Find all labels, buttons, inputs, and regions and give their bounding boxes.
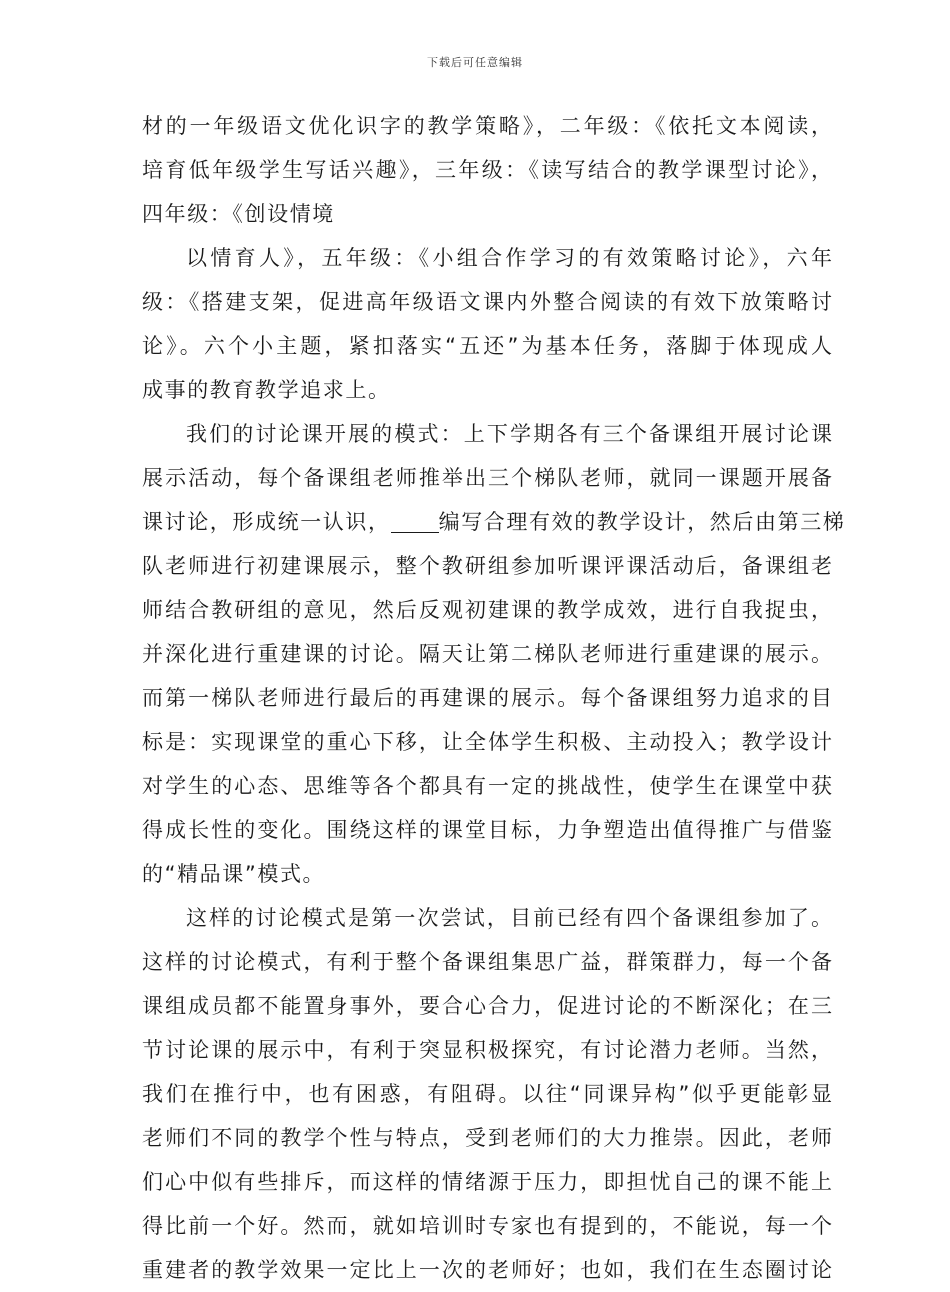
text-line: 材的一年级语文优化识字的教学策略》，二年级：《依托文本阅读， — [142, 114, 832, 138]
text-line: 论》。六个小主题，紧扣落实“五还”为基本任务，落脚于体现成人 — [142, 334, 832, 358]
text-line: 以情育人》，五年级：《小组合作学习的有效策略讨论》，六年 — [186, 246, 832, 270]
text-line: 对学生的心态、思维等各个都具有一定的挑战性，使学生在课堂中获 — [142, 774, 832, 798]
text-line: 的“精品课”模式。 — [142, 862, 326, 886]
text-line: 老师们不同的教学个性与特点，受到老师们的大力推崇。因此，老师 — [142, 1126, 832, 1150]
text-line: 级：《搭建支架，促进高年级语文课内外整合阅读的有效下放策略讨 — [142, 290, 832, 314]
text-line: 这样的讨论模式是第一次尝试，目前已经有四个备课组参加了。 — [186, 906, 832, 930]
text-segment: 编写合理有效的教学设计，然后由第三梯 — [438, 510, 846, 534]
text-segment: 课讨论，形成统一认识， — [142, 510, 391, 534]
text-line: 培育低年级学生写话兴趣》，三年级：《读写结合的教学课型讨论》， — [142, 158, 832, 182]
text-line: 这样的讨论模式，有利于整个备课组集思广益，群策群力，每一个备 — [142, 950, 832, 974]
text-line: 展示活动，每个备课组老师推举出三个梯队老师，就同一课题开展备 — [142, 466, 832, 490]
text-line-with-blank — [142, 500, 846, 544]
page-header: 下载后可任意编辑 — [427, 56, 523, 69]
text-line: 成事的教育教学追求上。 — [142, 378, 391, 402]
text-line: 得成长性的变化。围绕这样的课堂目标，力争塑造出值得推广与借鉴 — [142, 818, 832, 842]
text-line: 们心中似有些排斥，而这样的情绪源于压力，即担忧自己的课不能上 — [142, 1170, 832, 1194]
text-line: 而第一梯队老师进行最后的再建课的展示。每个备课组努力追求的目 — [142, 686, 832, 710]
text-line: 四年级：《创设情境 — [142, 202, 335, 226]
text-line: 课组成员都不能置身事外，要合心合力，促进讨论的不断深化；在三 — [142, 994, 832, 1018]
text-line: 得比前一个好。然而，就如培训时专家也有提到的，不能说，每一个 — [142, 1214, 832, 1238]
document-body — [142, 104, 846, 1292]
text-line: 队老师进行初建课展示，整个教研组参加听课评课活动后，备课组老 — [142, 554, 832, 578]
text-line: 重建者的教学效果一定比上一次的老师好；也如，我们在生态圈讨论 — [142, 1258, 832, 1282]
text-line: 我们在推行中，也有困惑，有阻碍。以往“同课异构”似乎更能彰显 — [142, 1082, 832, 1106]
text-line: 并深化进行重建课的讨论。隔天让第二梯队老师进行重建课的展示。 — [142, 642, 832, 666]
fill-in-blank — [391, 508, 439, 533]
text-line: 师结合教研组的意见，然后反观初建课的教学成效，进行自我捉虫， — [142, 598, 832, 622]
text-line: 节讨论课的展示中，有利于突显积极探究，有讨论潜力老师。当然， — [142, 1038, 832, 1062]
text-line: 我们的讨论课开展的模式：上下学期各有三个备课组开展讨论课 — [186, 422, 832, 446]
text-line: 标是：实现课堂的重心下移，让全体学生积极、主动投入；教学设计 — [142, 730, 832, 754]
